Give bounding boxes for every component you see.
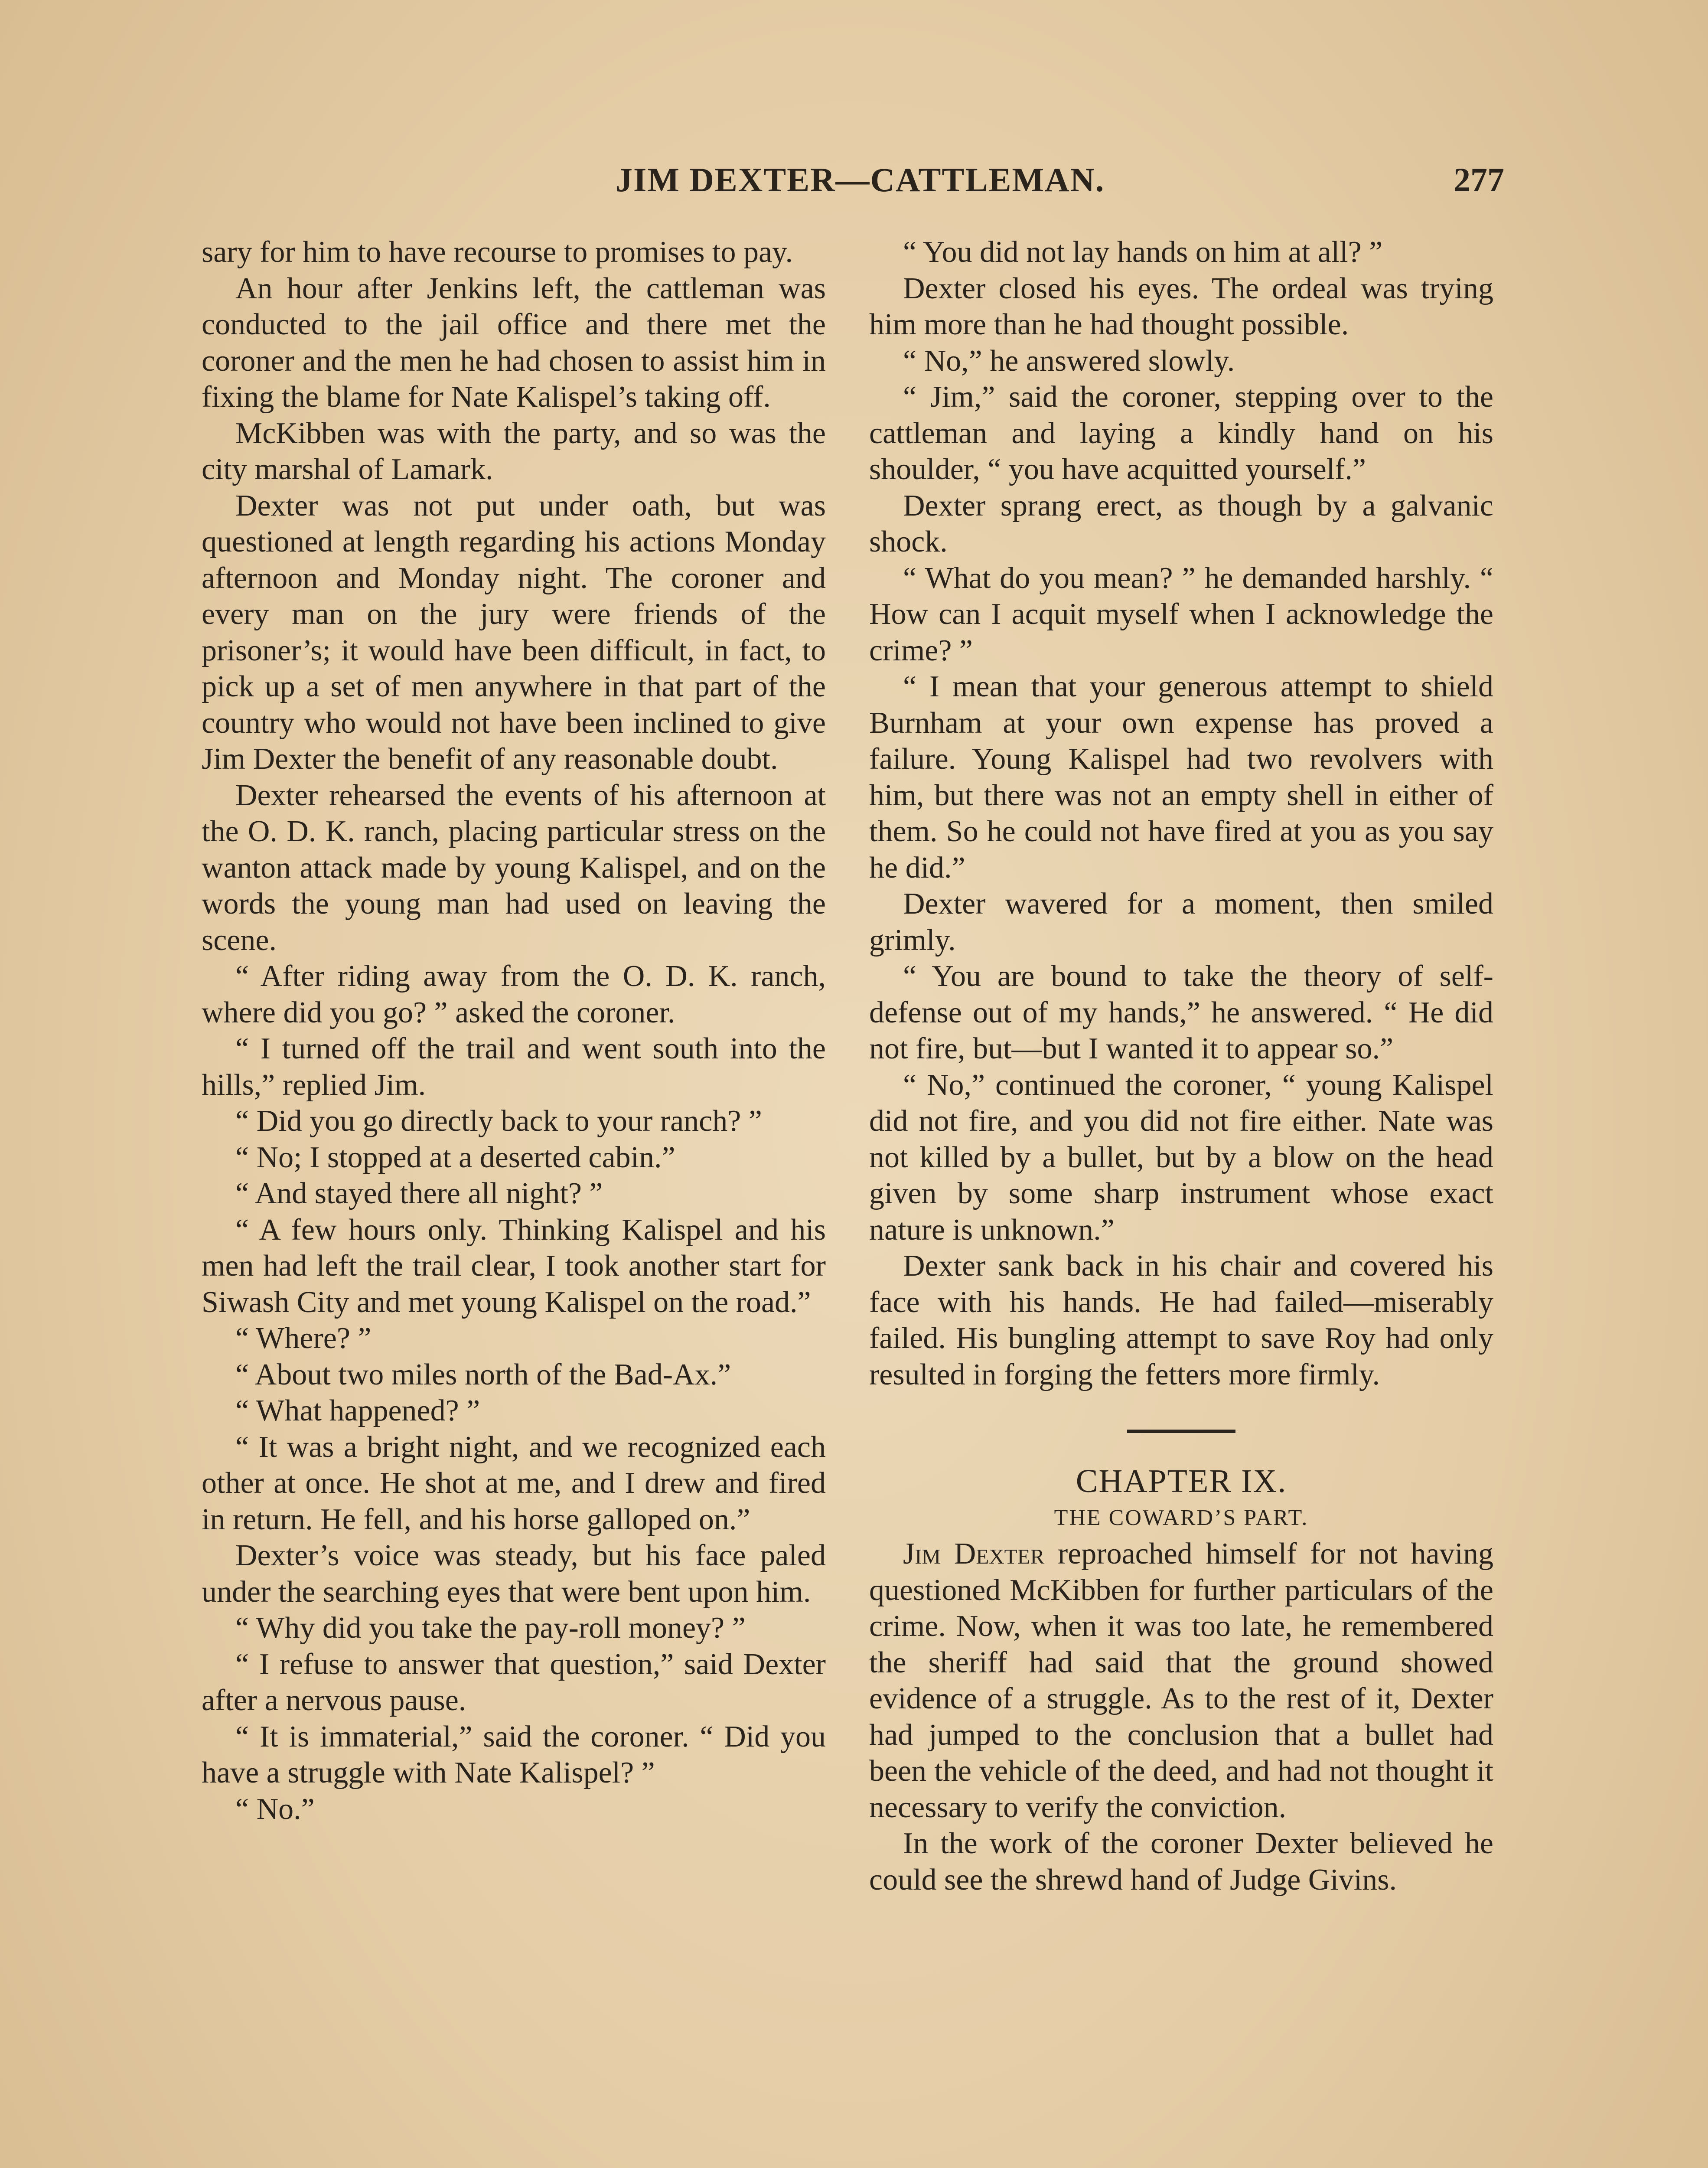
paragraph: “ A few hours only. Thinking Kalispel and his men had left the trail clear, I took another start for Siwash City and met young Kalispel on the road.” bbox=[202, 1213, 826, 1319]
paragraph: “ About two miles north of the Bad-Ax.” bbox=[235, 1358, 731, 1391]
paragraph: “ After riding away from the O. D. K. ranch, where did you go? ” asked the coroner. bbox=[202, 960, 826, 1029]
paragraph: “ I turned off the trail and went south into the hills,” replied Jim. bbox=[202, 1032, 826, 1102]
paragraph: “ No.” bbox=[235, 1792, 315, 1826]
paragraph: In the work of the coroner Dexter believed he could see the shrewd hand of Judge Givins. bbox=[869, 1827, 1493, 1897]
section-divider bbox=[1127, 1430, 1235, 1433]
paragraph: Dexter’s voice was steady, but his face paled under the searching eyes that were bent upon him. bbox=[202, 1539, 826, 1609]
paragraph: “ It was a bright night, and we recognized each other at once. He shot at me, and I drew and fired in return. He fell, and his horse galloped on.” bbox=[202, 1430, 826, 1536]
paragraph: “ And stayed there all night? ” bbox=[235, 1177, 603, 1210]
paragraph: “ It is immaterial,” said the coroner. “ Did you have a struggle with Nate Kalispel? ” bbox=[202, 1720, 826, 1789]
paragraph: “ No; I stopped at a deserted cabin.” bbox=[235, 1140, 675, 1174]
paragraph: “ Did you go directly back to your ranch? ” bbox=[235, 1104, 762, 1138]
paragraph: “ No,” he answered slowly. bbox=[903, 344, 1235, 378]
paragraph: “ No,” continued the coroner, “ young Kalispel did not fire, and you did not fire either. Nate was not killed by a bullet, but by a blow on the head given by some sharp instrument whose exact nature is unknown.” bbox=[869, 1068, 1493, 1247]
paragraph: Dexter sprang erect, as though by a galvanic shock. bbox=[869, 489, 1493, 558]
left-column bbox=[202, 234, 826, 1827]
chapter-first-paragraph bbox=[869, 1536, 1493, 1825]
paragraph: “ You did not lay hands on him at all? ” bbox=[903, 235, 1383, 269]
paragraph: “ Where? ” bbox=[235, 1322, 372, 1355]
paragraph: “ Why did you take the pay-roll money? ” bbox=[235, 1611, 746, 1645]
chapter-title: CHAPTER IX. bbox=[1076, 1463, 1287, 1499]
running-title: JIM DEXTER—CATTLEMAN. bbox=[616, 161, 1105, 199]
paragraph: An hour after Jenkins left, the cattleman was conducted to the jail office and there met the coroner and the men he had chosen to assist him in fixing the blame for Nate Kalispel’s taking off. bbox=[202, 271, 826, 414]
paragraph: “ What do you mean? ” he demanded harshly. “ How can I acquit myself when I acknowledge the crime? ” bbox=[869, 561, 1493, 667]
paragraph: Dexter wavered for a moment, then smiled grimly. bbox=[869, 887, 1493, 957]
paragraph: McKibben was with the party, and so was the city marshal of Lamark. bbox=[202, 416, 826, 486]
paragraph: “ I refuse to answer that question,” said Dexter after a nervous pause. bbox=[202, 1647, 826, 1717]
page-number: 277 bbox=[1454, 161, 1504, 199]
paragraph: “ What happened? ” bbox=[235, 1394, 480, 1427]
paragraph: Dexter closed his eyes. The ordeal was trying him more than he had thought possible. bbox=[869, 271, 1493, 341]
chapter-opening-words: Jim Dexter bbox=[903, 1537, 1045, 1570]
paragraph: Dexter rehearsed the events of his afternoon at the O. D. K. ranch, placing particular stress on the wanton attack made by young Kalispel, and on the words the young man had used on leaving the scene. bbox=[202, 778, 826, 957]
chapter-subtitle: THE COWARD’S PART. bbox=[1054, 1505, 1309, 1530]
paragraph: sary for him to have recourse to promises to pay. bbox=[202, 235, 793, 269]
right-column bbox=[869, 234, 1493, 1898]
paragraph: Dexter sank back in his chair and covered his face with his hands. He had failed—miserably failed. His bungling attempt to save Roy had only resulted in forging the fetters more firmly. bbox=[869, 1249, 1493, 1391]
paragraph: “ You are bound to take the theory of self-defense out of my hands,” he answered. “ He did not fire, but—but I wanted it to appear so.” bbox=[869, 960, 1493, 1065]
paragraph: “ Jim,” said the coroner, stepping over to the cattleman and laying a kindly hand on his shoulder, “ you have acquitted yourself.” bbox=[869, 380, 1493, 486]
paragraph: Dexter was not put under oath, but was questioned at length regarding his actions Monday afternoon and Monday night. The coroner and every man on the jury were friends of the prisoner’s; it would have been difficult, in fact, to pick up a set of men anywhere in that part of the country who would not have been inclined to give Jim Dexter the benefit of any reasonable doubt. bbox=[202, 489, 826, 776]
chapter-first-paragraph-text: reproached himself for not having questioned McKibben for further particulars of the crime. Now, when it was too late, he remembered the sheriff had said that the ground showed evidence of a struggle. As to the rest of it, Dexter had jumped to the conclusion that a bullet had been the vehicle of the deed, and had not thought it necessary to verify the conviction. bbox=[869, 1537, 1494, 1824]
paragraph: “ I mean that your generous attempt to shield Burnham at your own expense has proved a failure. Young Kalispel had two revolvers with him, but there was not an empty shell in either of them. So he could not have fired at you as you say he did.” bbox=[869, 670, 1493, 885]
